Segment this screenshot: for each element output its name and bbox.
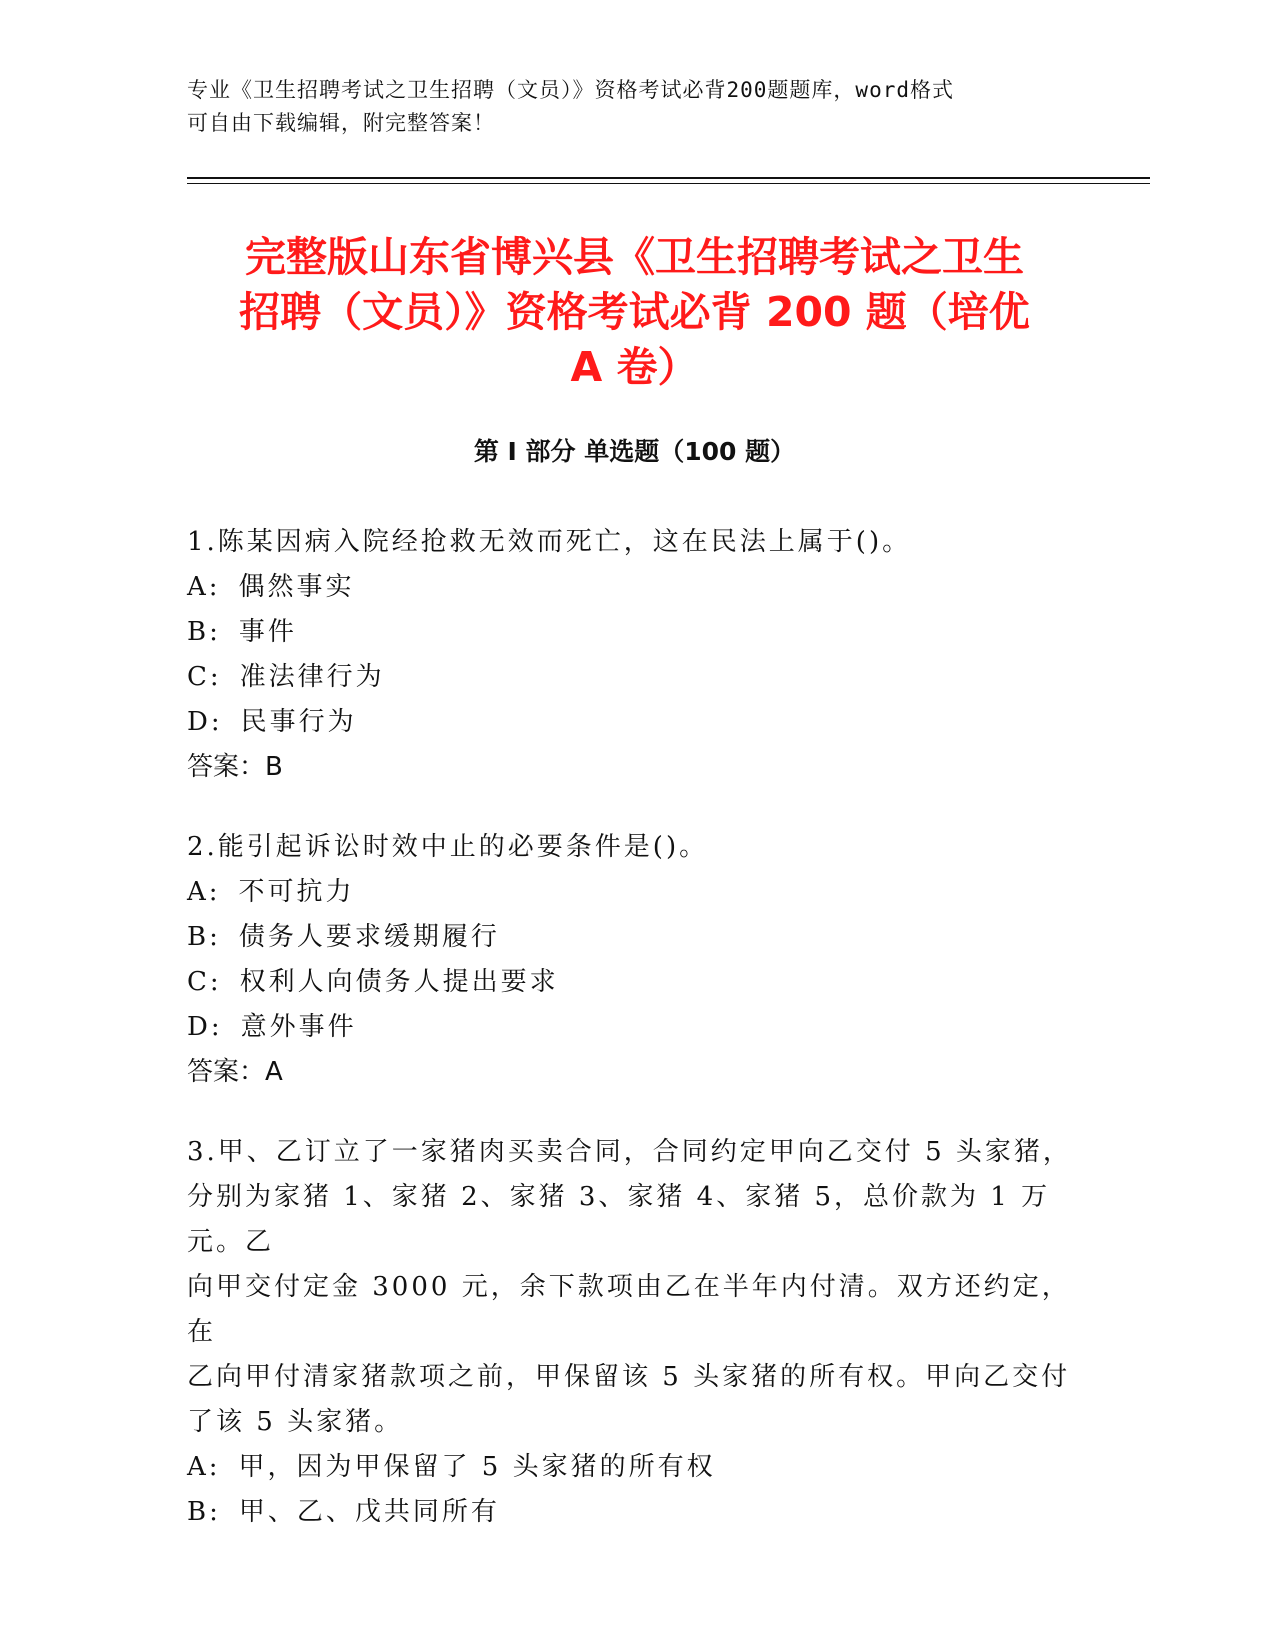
option-letter: A: [187, 572, 221, 602]
option-b [187, 610, 1087, 655]
question-2 [187, 825, 1087, 1095]
option-letter: C: [187, 662, 222, 692]
option-text: 甲，因为甲保留了 5 头家猪的所有权 [238, 1452, 716, 1482]
answer-line: 答案：B [187, 752, 283, 782]
answer-line: 答案：A [187, 1057, 283, 1087]
header-divider-thin [187, 183, 1150, 184]
question-stem-line: 了该 5 头家猪。 [187, 1407, 404, 1437]
question-list [187, 520, 1087, 1570]
option-d [187, 1005, 1087, 1050]
option-a [187, 565, 1087, 610]
option-text: 甲、乙、戊共同所有 [238, 1497, 500, 1527]
option-letter: C: [187, 967, 222, 997]
option-text: 债务人要求缓期履行 [238, 922, 500, 952]
document-title-line-1: 完整版山东省博兴县《卫生招聘考试之卫生 [245, 233, 1024, 281]
question-stem-line: 向甲交付定金 3000 元，余下款项由乙在半年内付清。双方还约定，在 [187, 1272, 1071, 1347]
section-title: 第 I 部分 单选题（100 题） [473, 437, 796, 466]
question-stem: 2.能引起诉讼时效中止的必要条件是()。 [187, 832, 709, 862]
option-text: 民事行为 [240, 707, 357, 737]
option-letter: B: [187, 922, 221, 952]
option-letter: D: [187, 707, 223, 737]
question-stem-line: 分别为家猪 1、家猪 2、家猪 3、家猪 4、家猪 5，总价款为 1 万元。乙 [187, 1182, 1051, 1257]
option-letter: D: [187, 1012, 223, 1042]
question-3 [187, 1130, 1087, 1535]
question-stem-line: 乙向甲付清家猪款项之前，甲保留该 5 头家猪的所有权。甲向乙交付 [187, 1362, 1071, 1392]
option-letter: B: [187, 1497, 221, 1527]
option-c [187, 655, 1087, 700]
option-a [187, 1445, 1087, 1490]
question-1 [187, 520, 1087, 790]
option-text: 事件 [238, 617, 297, 647]
option-c [187, 960, 1087, 1005]
header-divider-thick [187, 177, 1150, 179]
option-b [187, 915, 1087, 960]
document-title-line-3: A 卷） [570, 343, 699, 391]
question-stem: 1.陈某因病入院经抢救无效而死亡，这在民法上属于()。 [187, 527, 912, 557]
document-title [187, 230, 1082, 395]
question-stem-line: 3.甲、乙订立了一家猪肉买卖合同，合同约定甲向乙交付 5 头家猪， [187, 1137, 1072, 1167]
option-text: 准法律行为 [239, 662, 385, 692]
option-a [187, 870, 1087, 915]
option-letter: A: [187, 877, 221, 907]
option-text: 意外事件 [240, 1012, 357, 1042]
option-text: 权利人向债务人提出要求 [239, 967, 559, 997]
option-letter: B: [187, 617, 221, 647]
option-text: 偶然事实 [238, 572, 355, 602]
option-b [187, 1490, 1087, 1535]
option-d [187, 700, 1087, 745]
header-note-line-1: 专业《卫生招聘考试之卫生招聘（文员）》资格考试必背200题题库，word格式 [187, 78, 954, 102]
document-title-line-2: 招聘（文员）》资格考试必背 200 题（培优 [239, 288, 1030, 336]
header-note-line-2: 可自由下载编辑，附完整答案！ [187, 111, 495, 135]
option-text: 不可抗力 [238, 877, 355, 907]
header-note [187, 74, 1067, 140]
option-letter: A: [187, 1452, 221, 1482]
